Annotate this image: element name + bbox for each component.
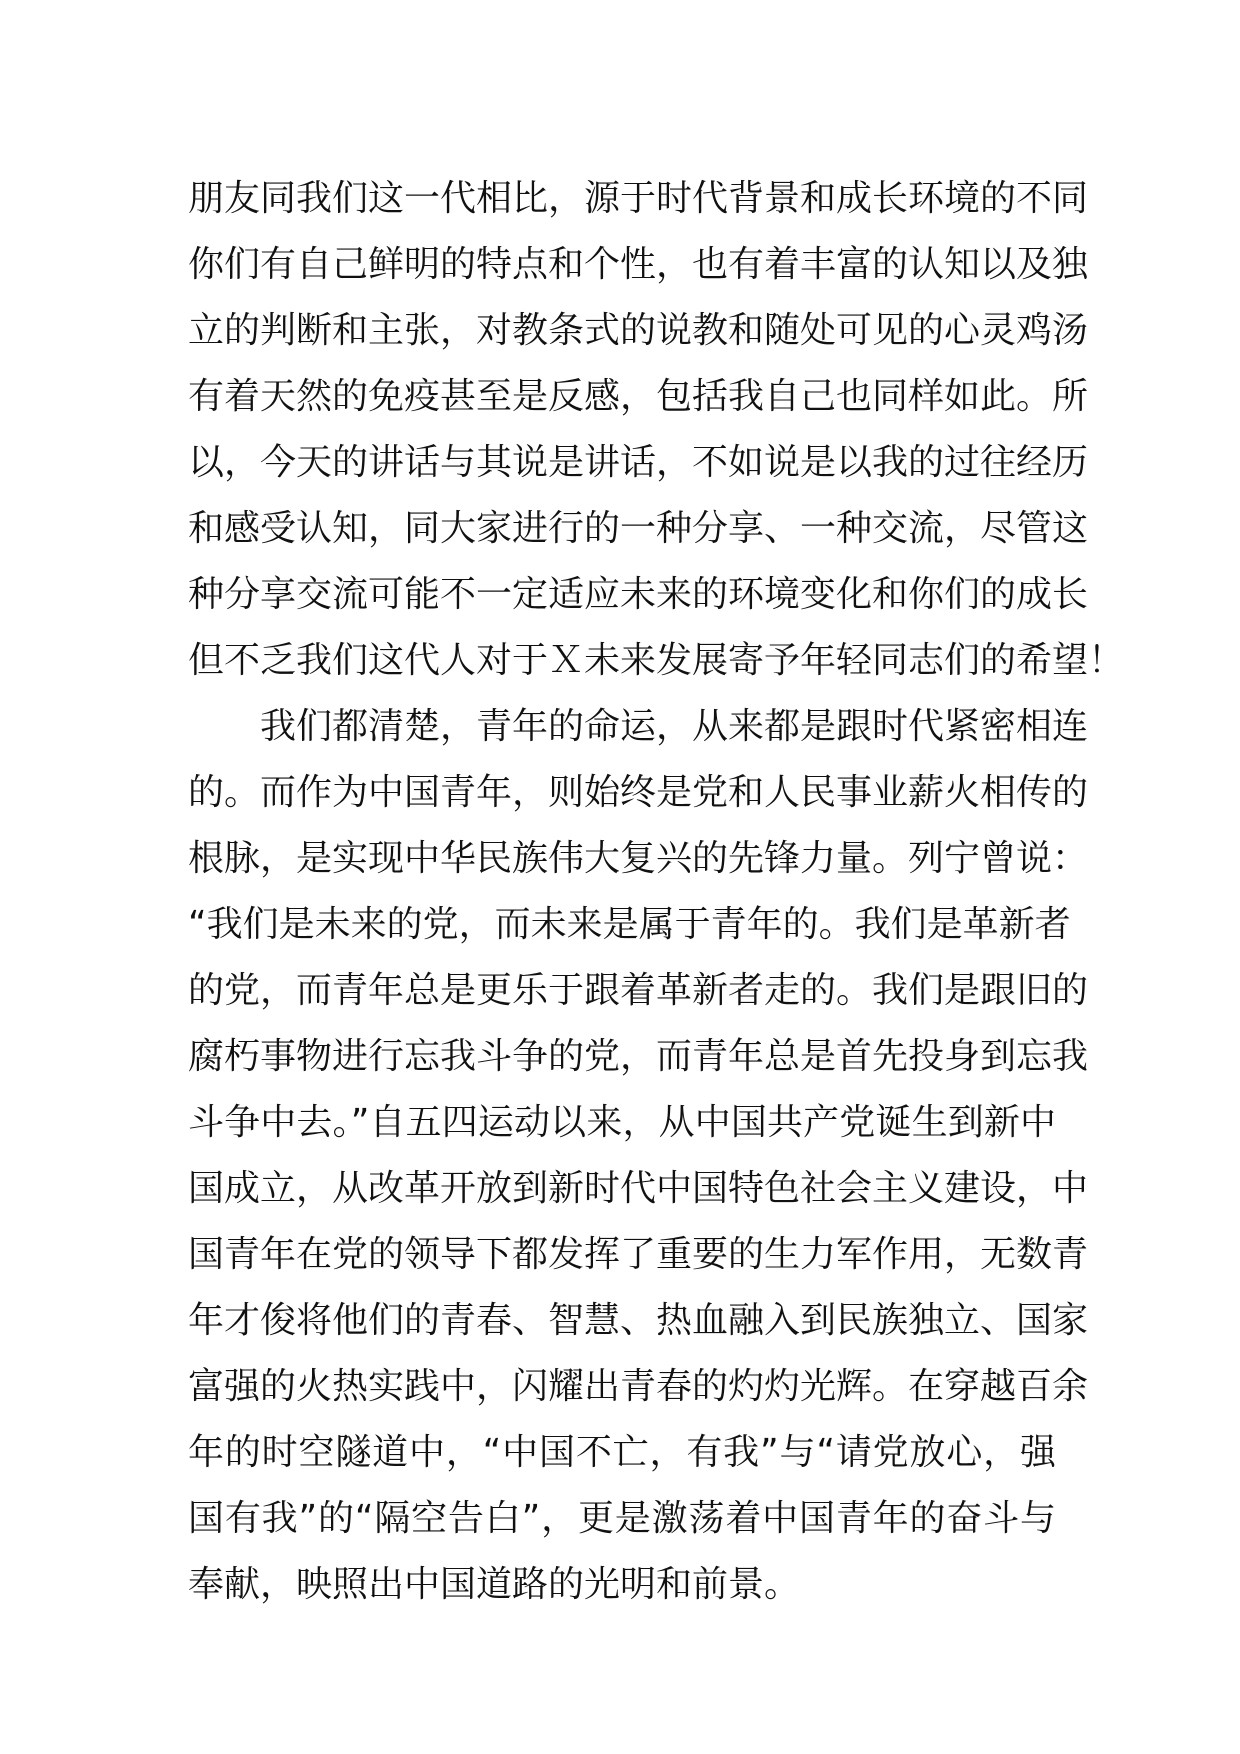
text-line: 你们有自己鲜明的特点和个性，也有着丰富的认知以及独 bbox=[188, 244, 1089, 285]
text-line: 朋友同我们这一代相比，源于时代背景和成长环境的不同 bbox=[188, 178, 1089, 219]
text-line: 种分享交流可能不一定适应未来的环境变化和你们的成长 bbox=[188, 574, 1089, 615]
text-line: 的。而作为中国青年，则始终是党和人民事业薪火相传的 bbox=[188, 772, 1089, 813]
paragraph-start-line: 我们都清楚，青年的命运，从来都是跟时代紧密相连 bbox=[260, 706, 1089, 747]
text-line: “我们是未来的党，而未来是属于青年的。我们是革新者 bbox=[188, 904, 1071, 945]
text-line: 国青年在党的领导下都发挥了重要的生力军作用，无数青 bbox=[188, 1234, 1089, 1275]
text-line: 腐朽事物进行忘我斗争的党，而青年总是首先投身到忘我 bbox=[188, 1036, 1089, 1077]
paragraph-end-line: 奉献，映照出中国道路的光明和前景。 bbox=[188, 1564, 801, 1605]
text-line: 的党，而青年总是更乐于跟着革新者走的。我们是跟旧的 bbox=[188, 970, 1089, 1011]
text-line: 国成立，从改革开放到新时代中国特色社会主义建设，中 bbox=[188, 1168, 1089, 1209]
text-line: 年才俊将他们的青春、智慧、热血融入到民族独立、国家 bbox=[188, 1300, 1089, 1341]
body-text bbox=[188, 166, 1125, 1618]
text-line: 根脉，是实现中华民族伟大复兴的先锋力量。列宁曾说： bbox=[188, 838, 1089, 879]
text-line: 年的时空隧道中，“中国不亡，有我”与“请党放心，强 bbox=[188, 1432, 1056, 1473]
text-line: 立的判断和主张，对教条式的说教和随处可见的心灵鸡汤 bbox=[188, 310, 1089, 351]
text-line: 富强的火热实践中，闪耀出青春的灼灼光辉。在穿越百余 bbox=[188, 1366, 1089, 1407]
text-line: 和感受认知，同大家进行的一种分享、一种交流，尽管这 bbox=[188, 508, 1089, 549]
paragraph-end-line: 但不乏我们这代人对于Ｘ未来发展寄予年轻同志们的希望！ bbox=[188, 640, 1125, 681]
text-line: 斗争中去。”自五四运动以来，从中国共产党诞生到新中 bbox=[188, 1102, 1056, 1143]
text-line: 有着天然的免疫甚至是反感，包括我自己也同样如此。所 bbox=[188, 376, 1089, 417]
text-line: 以，今天的讲话与其说是讲话，不如说是以我的过往经历 bbox=[188, 442, 1089, 483]
text-line: 国有我”的“隔空告白”，更是激荡着中国青年的奋斗与 bbox=[188, 1498, 1056, 1539]
